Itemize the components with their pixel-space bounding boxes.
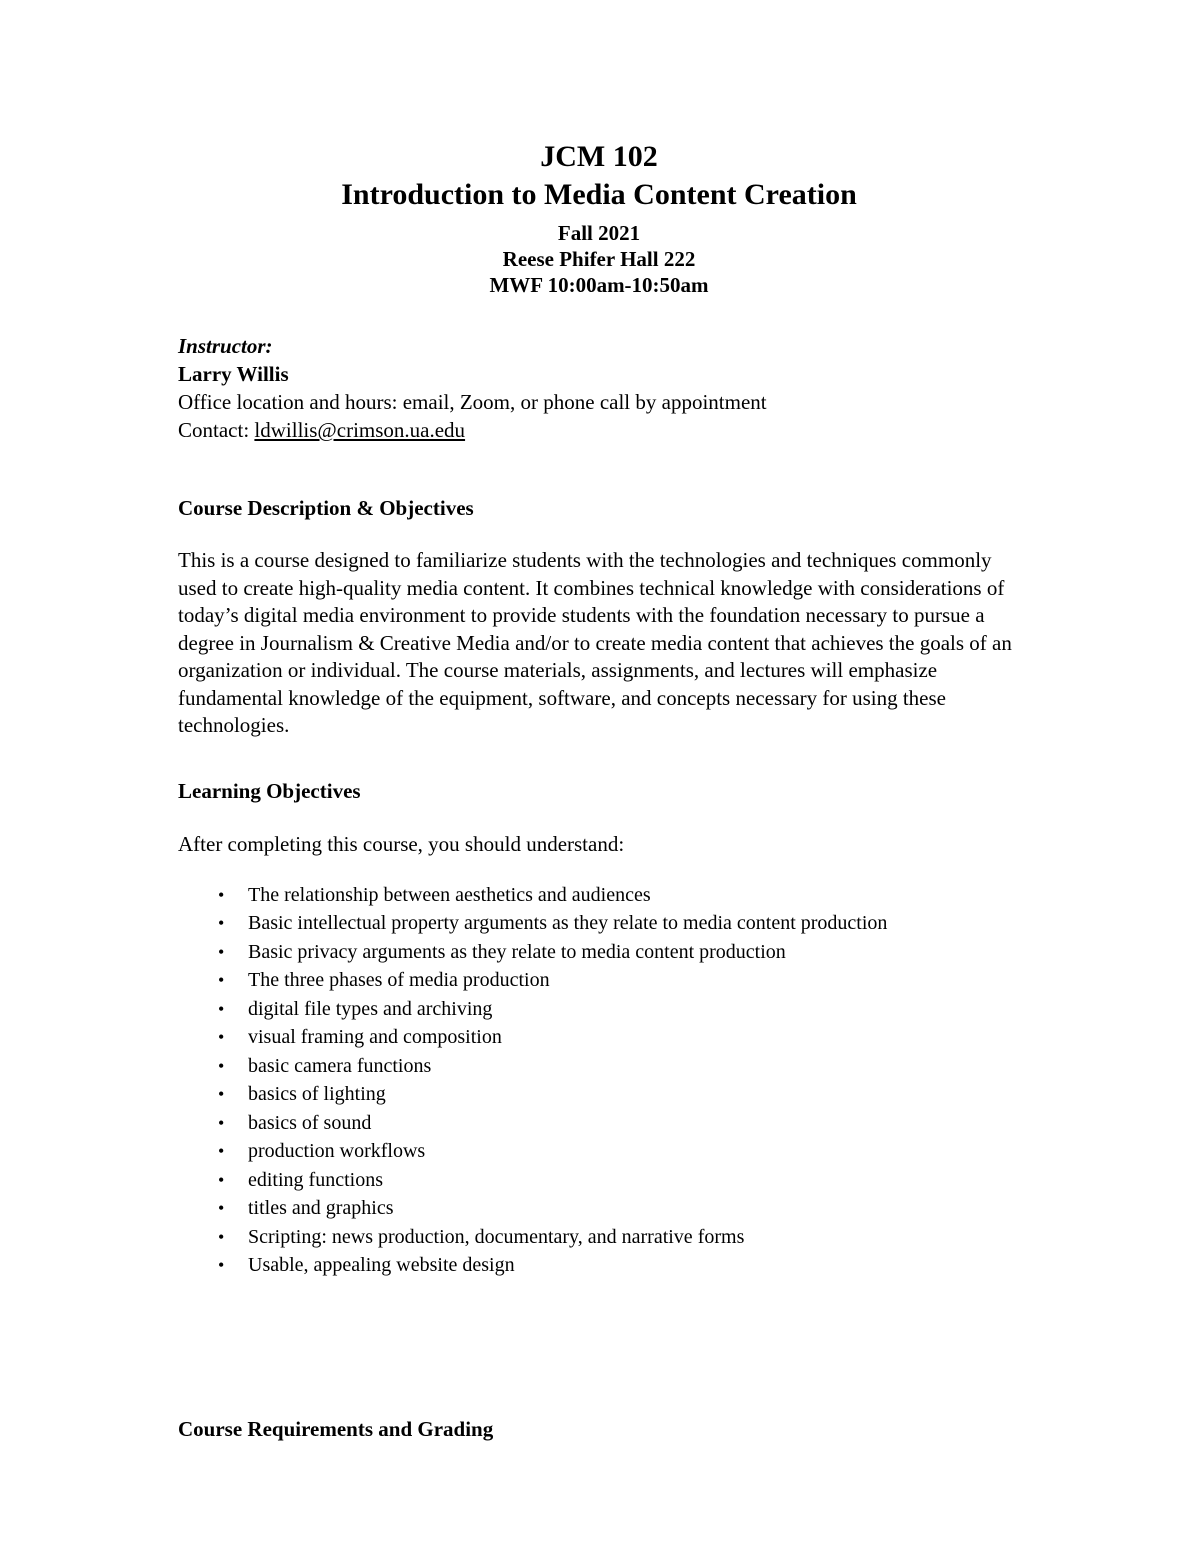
learning-objectives-intro: After completing this course, you should understand: xyxy=(178,831,625,856)
instructor-name: Larry Willis xyxy=(178,362,289,386)
list-item: • titles and graphics xyxy=(178,1194,1020,1223)
list-item: • editing functions xyxy=(178,1166,1020,1195)
learning-objectives-heading: Learning Objectives xyxy=(178,778,361,803)
list-item: • visual framing and composition xyxy=(178,1023,1020,1052)
list-item: • Scripting: news production, documentary, and narrative forms xyxy=(178,1223,1020,1252)
list-item: • basics of sound xyxy=(178,1109,1020,1138)
course-code: JCM 102 xyxy=(540,140,658,173)
instructor-block xyxy=(178,332,1020,444)
location: Reese Phifer Hall 222 xyxy=(502,247,696,271)
document-header xyxy=(178,138,1020,298)
list-item: • basic camera functions xyxy=(178,1052,1020,1081)
office-hours-line: Office location and hours: email, Zoom, or phone call by appointment xyxy=(178,390,767,414)
list-item: • The relationship between aesthetics and audiences xyxy=(178,881,1020,910)
course-title: Introduction to Media Content Creation xyxy=(341,178,857,211)
learning-objectives-list xyxy=(178,881,1020,1280)
list-item: • Usable, appealing website design xyxy=(178,1251,1020,1280)
list-item: • Basic privacy arguments as they relate to media content production xyxy=(178,938,1020,967)
list-item: • Basic intellectual property arguments as they relate to media content production xyxy=(178,909,1020,938)
course-description-body: This is a course designed to familiarize students with the technologies and techniques commonly used to create high-quality media content. It combines technical knowledge with considerations of today’s digital media environment to provide students with the foundation necessary to pursue a degree in Journalism & Creative Media and/or to create media content that achieves the goals of an organization or individual. The course materials, assignments, and lectures will emphasize fundamental knowledge of the equipment, software, and concepts necessary for using these technologies. xyxy=(178,548,1012,737)
list-item: • digital file types and archiving xyxy=(178,995,1020,1024)
contact-line xyxy=(178,416,1020,444)
list-item: • The three phases of media production xyxy=(178,966,1020,995)
list-item: • production workflows xyxy=(178,1137,1020,1166)
instructor-label: Instructor: xyxy=(178,334,273,358)
schedule: MWF 10:00am-10:50am xyxy=(489,273,709,297)
list-item: • basics of lighting xyxy=(178,1080,1020,1109)
instructor-email-link[interactable]: ldwillis@crimson.ua.edu xyxy=(254,418,466,442)
course-description-heading: Course Description & Objectives xyxy=(178,496,474,520)
course-requirements-heading: Course Requirements and Grading xyxy=(178,1416,494,1441)
contact-label: Contact: xyxy=(178,418,255,442)
term: Fall 2021 xyxy=(557,221,641,245)
